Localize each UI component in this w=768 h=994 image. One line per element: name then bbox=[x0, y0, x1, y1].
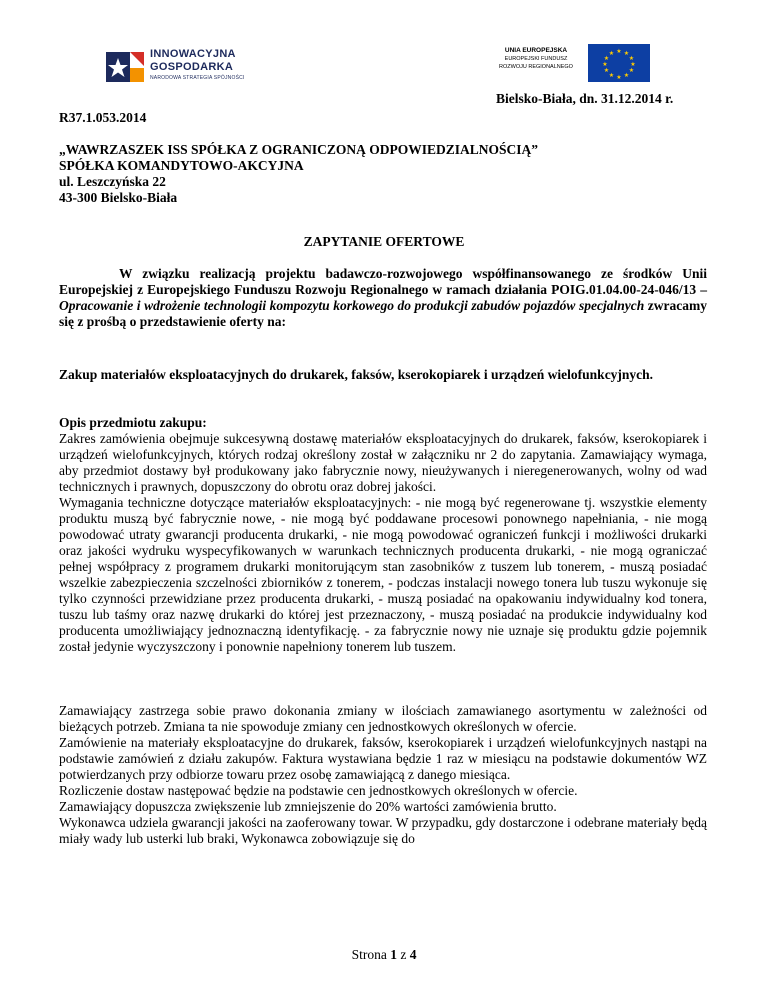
opis-paragraph-1: Zakres zamówienia obejmuje sukcesywną dostawę materiałów eksploatacyjnych do drukarek, faksów, kserokopiarek i urządzeń wielofunkcyjnych, których rodzaj określony został w załączniku nr 2 do zapytania. Zamawiający wymaga, aby przedmiot dostawy był produkowany jako fabrycznie nowy, nieużywanych i nieregenerowanych, wolny od wad technicznych i prawnych, dopuszczony do obrotu oraz dobrej jakości. bbox=[59, 431, 707, 494]
svg-text:★: ★ bbox=[623, 50, 630, 57]
order-subject: Zakup materiałów eksploatacyjnych do drukarek, faksów, kserokopiarek i urządzeń wielofunkcyjnych. bbox=[59, 367, 654, 382]
svg-text:★: ★ bbox=[630, 61, 636, 68]
terms-paragraph-3: Rozliczenie dostaw następować będzie na podstawie cen jednostkowych określonych w ofercie. bbox=[59, 783, 578, 798]
terms-paragraph-1: Zamawiający zastrzega sobie prawo dokonania zmiany w ilościach zamawianego asortymentu w zależności od bieżących potrzeb. Zmiana ta nie spowoduje zmiany cen jednostkowych określonych w ofercie. bbox=[59, 703, 707, 734]
svg-text:★: ★ bbox=[602, 61, 608, 68]
svg-text:★: ★ bbox=[628, 55, 635, 62]
eu-line-unia: UNIA EUROPEJSKA bbox=[504, 47, 568, 54]
opis-paragraph-2: Wymagania techniczne dotyczące materiałów eksploatacyjnych: - nie mogą być regenerowane tj. wszystkie elementy produktu muszą być fabrycznie nowe, - nie mogą być poddawane procesowi ponownego napełniania, - nie mogą powodować utraty gwarancji producenta drukarki, - nie mogą powodować ograniczeń funkcji i możliwości drukarki oraz jakości wydruku wyspecyfikowanych w warunkach technicznych producenta drukarki, - nie mogą ograniczać pełnej współpracy z programem drukarki monitorującym stan zasobników z tuszem lub tonerem, - muszą posiadać wszelkie zabezpieczenia szczelności zbiorników z tonerem, - podczas instalacji nowego tonera lub tuszu wykonuje się tylko czynności przewidziane przez producenta drukarki, - muszą posiadać na opakowaniu indywidualny kod tonera, tuszu lub taśmy oraz nazwę drukarki do której jest przeznaczony, - muszą posiadać na produkcie indywidualny kod producenta umożliwiający jednoznaczną identyfikację. - za fabrycznie nowy nie uznaje się produktu gdzie pojemnik został jedynie wyczyszczony i ponownie napełniony tonerem lub tuszem. bbox=[59, 495, 707, 654]
svg-text:★: ★ bbox=[603, 67, 610, 74]
recipient-company-form: SPÓŁKA KOMANDYTOWO-AKCYJNA bbox=[59, 158, 304, 173]
page-footer bbox=[0, 947, 768, 963]
svg-text:★: ★ bbox=[603, 55, 610, 62]
intro-paragraph bbox=[59, 266, 707, 330]
intro-text-1: W związku realizacją projektu badawczo-rozwojowego współfinansowanego ze środków Unii Europejskiej z Europejskiego Funduszu Rozwoju Regionalnego w ramach działania POIG.01.04.00-24-046/13 – bbox=[59, 266, 707, 297]
recipient-company: „WAWRZASZEK ISS SPÓŁKA Z OGRANICZONĄ ODPOWIEDZIALNOŚCIĄ” bbox=[59, 142, 538, 157]
place-and-date: Bielsko-Biała, dn. 31.12.2014 r. bbox=[496, 91, 674, 106]
terms-paragraph-4: Zamawiający dopuszcza zwiększenie lub zmniejszenie do 20% wartości zamówienia brutto. bbox=[59, 799, 557, 814]
svg-text:★: ★ bbox=[616, 48, 622, 55]
reference-number: R37.1.053.2014 bbox=[59, 110, 147, 125]
eu-line-rozwoju: ROZWOJU REGIONALNEGO bbox=[499, 64, 573, 70]
svg-text:★: ★ bbox=[623, 72, 630, 79]
footer-prefix: Strona bbox=[351, 947, 391, 962]
eu-flag-icon bbox=[588, 44, 650, 82]
current-page-number: 1 bbox=[390, 947, 397, 962]
recipient-address bbox=[59, 142, 538, 206]
recipient-city: 43-300 Bielsko-Biała bbox=[59, 190, 178, 205]
eu-fund-logo bbox=[488, 44, 658, 84]
document-title: ZAPYTANIE OFERTOWE bbox=[303, 234, 465, 249]
innowacyjna-star-icon bbox=[104, 46, 146, 88]
innowacyjna-gospodarka-logo bbox=[104, 44, 254, 90]
project-title: Opracowanie i wdrożenie technologii kompozytu korkowego do produkcji zabudów pojazdów specjalnych bbox=[59, 298, 645, 313]
svg-text:★: ★ bbox=[616, 74, 622, 81]
eu-line-fundusz: EUROPEJSKI FUNDUSZ bbox=[504, 56, 568, 62]
svg-text:★: ★ bbox=[608, 50, 615, 57]
logo-line-innowacyjna: INNOWACYJNA bbox=[150, 48, 236, 60]
logo-line-strategia: NARODOWA STRATEGIA SPÓJNOŚCI bbox=[150, 75, 245, 81]
terms-section bbox=[59, 703, 707, 847]
total-page-number: 4 bbox=[409, 947, 417, 962]
intro-text-2: zwracamy się z prośbą o przedstawienie oferty na: bbox=[59, 298, 707, 329]
svg-text:★: ★ bbox=[608, 72, 615, 79]
terms-paragraph-5: Wykonawca udziela gwarancji jakości na zaoferowany towar. W przypadku, gdy dostarczone i odebrane materiały będą miały wady lub usterki lub braki, Wykonawca zobowiązuje się do bbox=[59, 815, 707, 846]
section-heading-opis: Opis przedmiotu zakupu: bbox=[59, 415, 207, 430]
opis-section bbox=[59, 431, 707, 655]
terms-paragraph-2: Zamówienie na materiały eksploatacyjne do drukarek, faksów, kserokopiarek i urządzeń wielofunkcyjnych nastąpi na podstawie zamówień z działu zakupów. Faktura wystawiana będzie 1 raz w miesiącu na podstawie dokumentów WZ potwierdzanych przy odbiorze towaru przez osobę zamawiającą z danego miesiąca. bbox=[59, 735, 707, 782]
recipient-street: ul. Leszczyńska 22 bbox=[59, 174, 166, 189]
logo-line-gospodarka: GOSPODARKA bbox=[150, 61, 234, 73]
svg-text:★: ★ bbox=[628, 67, 635, 74]
footer-middle: z bbox=[396, 947, 410, 962]
